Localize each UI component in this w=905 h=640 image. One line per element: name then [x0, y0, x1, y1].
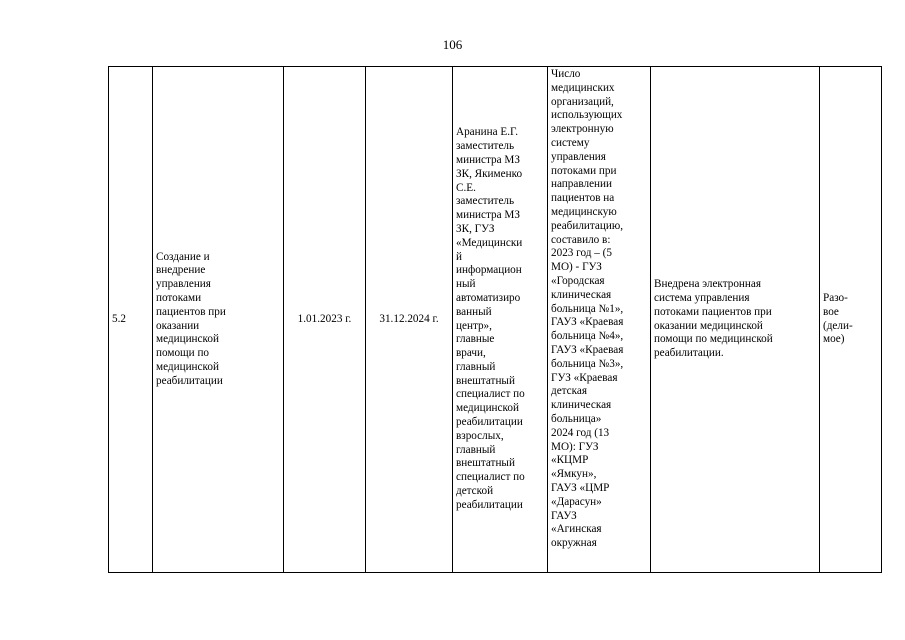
activity-cell: Создание и внедрение управления потоками пациентов при оказании медицинской помощи по медицинской реабилитации: [153, 67, 284, 573]
indicator-cell: Число медицинских организаций, использующих электронную систему управления потоками при направлении пациентов на медицинскую реабилитацию, составило в: 2023 год – (5 МО) - ГУЗ «Городская клиническая больница №1», ГАУЗ «Краевая больница №4», ГАУЗ «Краевая больница №3», ГУЗ «Краевая детская клиническая больница» 2024 год (13 МО): ГУЗ «КЦМР «Ямкун», ГАУЗ «ЦМР «Дарасун» ГАУЗ «Агинская окружная: [548, 67, 651, 573]
page-number: 106: [442, 37, 463, 52]
result-cell: Внедрена электронная система управления потоками пациентов при оказании медицинской помощи по медицинской реабилитации.: [651, 67, 820, 573]
item-number-cell: 5.2: [109, 67, 153, 573]
type-cell: Разо- вое (дели- мое): [820, 67, 882, 573]
start-date-cell: 1.01.2023 г.: [284, 67, 366, 573]
end-date-cell: 31.12.2024 г.: [366, 67, 453, 573]
table-row: [109, 67, 882, 573]
plan-table: [108, 66, 882, 573]
responsible-cell: Аранина Е.Г. заместитель министра МЗ ЗК, Якименко С.Е. заместитель министра МЗ ЗК, ГУЗ «Медицински й информацион ный автоматизиро ванный центр», главные врачи, главный внештатный специалист по медицинской реабилитации взрослых, главный внештатный специалист по детской реабилитации: [453, 67, 548, 573]
